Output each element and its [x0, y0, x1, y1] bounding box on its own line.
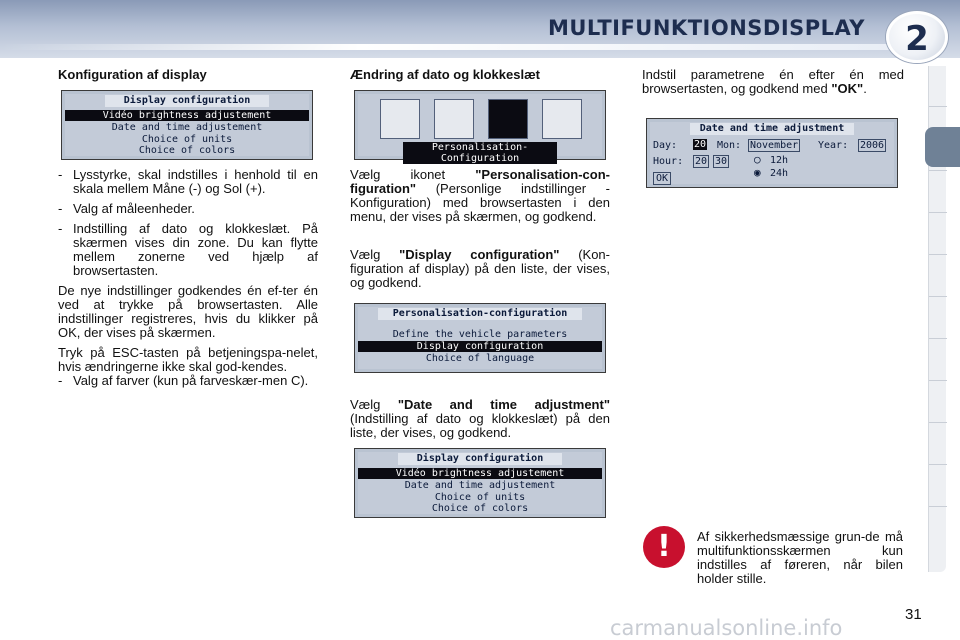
- side-tick: [929, 296, 947, 297]
- year-label: Year:: [818, 140, 849, 151]
- icon-menu-screen: [354, 90, 606, 164]
- paragraph: [350, 398, 610, 440]
- screen-item: Choice of units: [141, 134, 233, 145]
- paragraph: [642, 68, 904, 96]
- day-label: Day:: [653, 140, 678, 151]
- radio-checked-icon: ◉: [754, 166, 761, 179]
- radio-empty-icon: ○: [754, 153, 761, 166]
- side-tick: [929, 464, 947, 465]
- text: Vælg ikonet: [350, 167, 446, 182]
- list-item: - Valg af måleenheder.: [58, 201, 195, 216]
- day-field: 20: [694, 139, 707, 150]
- chapter-badge: [886, 11, 948, 63]
- screen-item: Date and time adjustement: [404, 480, 556, 491]
- side-tick: [929, 338, 947, 339]
- icon-menu-label: Personalisation-Configuration: [403, 142, 557, 164]
- side-tick: [929, 254, 947, 255]
- bold-term: "OK": [831, 81, 864, 96]
- bold-term: "Display configuration": [399, 247, 560, 262]
- list-item-text: Valg af måleenheder.: [73, 201, 195, 216]
- watermark: carmanualsonline.info: [610, 616, 843, 640]
- screen-item-selected: Display configuration: [358, 341, 602, 352]
- list-item-text: Lysstyrke, skal indstilles i henhold til en skala mellem Måne (-) og Sol (+).: [73, 167, 318, 196]
- chapter-number: 2: [905, 19, 929, 59]
- text: Vælg: [350, 247, 381, 262]
- side-tick: [929, 422, 947, 423]
- screen-item: Choice of colors: [138, 145, 236, 156]
- left-text-block: [58, 168, 318, 388]
- hour-field: 20: [695, 156, 708, 167]
- list-item: - Lysstyrke, skal indstilles i henhold til en skala mellem Måne (-) og Sol (+).: [58, 167, 318, 196]
- screen-title: Display configuration: [105, 95, 269, 107]
- option-12h: 12h: [770, 155, 789, 166]
- side-tick: [929, 506, 947, 507]
- list-item-text: Valg af farver (kun på farveskær-men C).: [73, 373, 309, 388]
- warning-icon: !: [643, 526, 685, 568]
- left-heading: Konfiguration af display: [58, 67, 207, 82]
- text: (Kon-figuration af display) på den liste, der vises, og godkend.: [350, 247, 610, 290]
- paragraph: [350, 248, 610, 290]
- paragraph: De nye indstillinger godkendes én ef-ter én ved at trykke på browsertasten. Alle indstillinger registreres, hvis du klikker på OK, der vises på skærmen.: [58, 283, 318, 340]
- screen-item-selected: Vidéo brightness adjustement: [358, 468, 602, 479]
- side-tab-chapter-2[interactable]: [925, 127, 960, 167]
- bold-term: "Date and time adjustment": [397, 397, 610, 412]
- side-tick: [929, 106, 947, 107]
- personalisation-screen: [354, 303, 606, 373]
- text: (Indstilling af dato og klokkeslæt) på den liste, der vises, og godkend.: [350, 411, 610, 440]
- screen-item: Choice of units: [434, 492, 526, 503]
- minute-field: 30: [715, 156, 728, 167]
- side-tick: [929, 170, 947, 171]
- text: Indstil parametrene én efter én med browsertasten, og godkend med: [642, 67, 904, 96]
- date-time-screen: [646, 118, 898, 188]
- personalisation-icon: [488, 99, 528, 139]
- screen-item-selected: Vidéo brightness adjustement: [65, 110, 309, 121]
- screen-item: Choice of language: [425, 353, 535, 364]
- year-field: 2006: [860, 140, 885, 151]
- hour-label: Hour:: [653, 156, 684, 167]
- text: .: [863, 81, 867, 96]
- screen-item: Choice of colors: [431, 503, 529, 514]
- paragraph: [350, 168, 610, 224]
- brightness-icon: [542, 99, 582, 139]
- ok-button: OK: [653, 172, 671, 185]
- warning-text: Af sikkerhedsmæssige grun-de må multifunktionsskærmen kun indstilles af føreren, når bilen holder stille.: [697, 529, 903, 586]
- screen-title: Personalisation-configuration: [378, 308, 582, 320]
- side-tick: [929, 380, 947, 381]
- text: (Personlige indstillinger - Konfiguration) med browsertasten i den menu, der vises på skærmen, og godkend.: [350, 181, 610, 224]
- audio-settings-icon: [380, 99, 420, 139]
- text: Vælg: [350, 397, 381, 412]
- middle-heading: Ændring af dato og klokkeslæt: [350, 67, 540, 82]
- screen-title: Display configuration: [398, 453, 562, 465]
- month-label: Mon:: [717, 140, 742, 151]
- trip-computer-icon: [434, 99, 474, 139]
- list-item-text: Indstilling af dato og klokkeslæt. På skærmen vises din zone. Du kan flytte mellem zonerne ved hjælp af browsertasten.: [73, 221, 318, 278]
- list-item: - Valg af farver (kun på farveskær-men C).: [58, 373, 309, 388]
- screen-item: Date and time adjustement: [111, 122, 263, 133]
- section-title: MULTIFUNKTIONSDISPLAY: [547, 16, 865, 40]
- list-item: - Indstilling af dato og klokkeslæt. På skærmen vises din zone. Du kan flytte mellem zonerne ved hjælp af browsertasten.: [58, 221, 318, 278]
- display-config-screen-2: [354, 448, 606, 518]
- month-field: November: [750, 140, 799, 151]
- option-24h: 24h: [770, 168, 789, 179]
- display-config-screen: [61, 90, 313, 160]
- bold-term: "Personalisation-con-figuration": [350, 167, 610, 196]
- page-number: 31: [905, 606, 922, 623]
- paragraph: Tryk på ESC-tasten på betjeningspa-nelet, hvis ændringerne ikke skal god-kendes.: [58, 345, 318, 374]
- side-tick: [929, 212, 947, 213]
- screen-item: Define the vehicle parameters: [392, 329, 568, 340]
- header-stripe: [0, 44, 900, 50]
- page-header: [0, 0, 960, 58]
- screen-title: Date and time adjustment: [690, 123, 854, 135]
